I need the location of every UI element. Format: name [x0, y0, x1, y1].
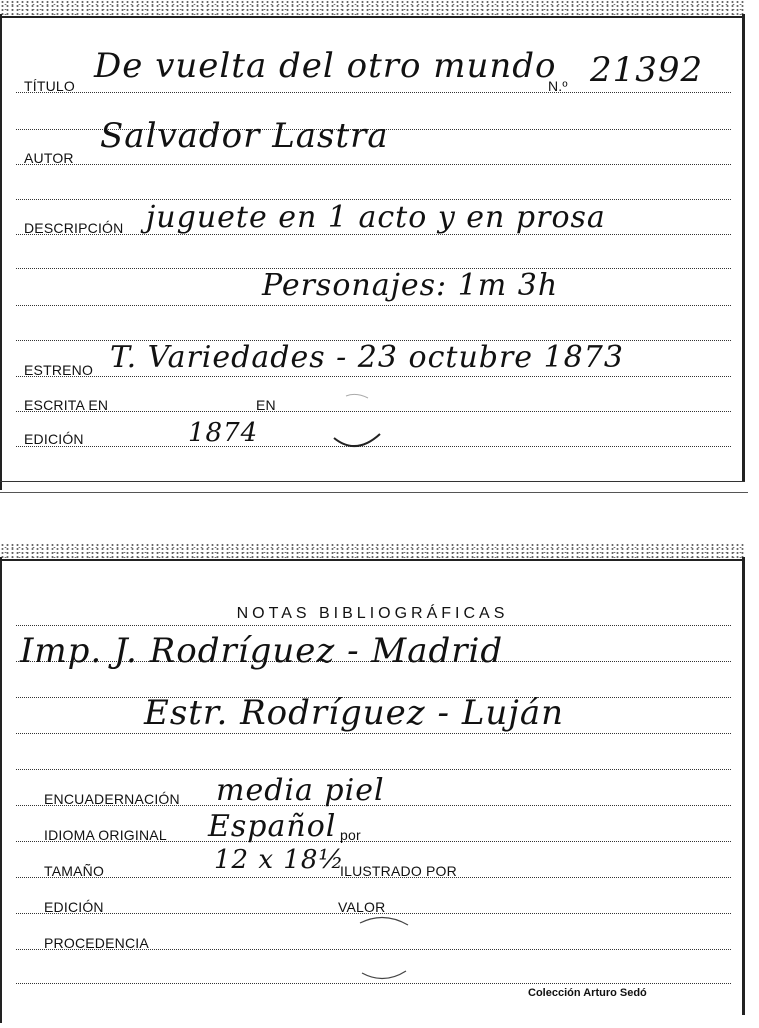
- ruled-line: [16, 376, 731, 377]
- estreno-value: T. Variedades - 23 octubre 1873: [110, 340, 624, 375]
- en-label: EN: [256, 397, 276, 413]
- escrita-en-label: ESCRITA EN: [24, 397, 109, 413]
- autor-label: AUTOR: [24, 150, 74, 166]
- card-border-top: [0, 559, 745, 561]
- tamano-value: 12 x 18½: [214, 845, 345, 875]
- descripcion-label: DESCRIPCIÓN: [24, 220, 124, 236]
- autor-value: Salvador Lastra: [100, 116, 389, 156]
- edicion-label: EDICIÓN: [44, 899, 104, 915]
- ruled-line: [16, 625, 731, 626]
- numero-label: N.º: [548, 78, 568, 94]
- card-top-edge: [0, 0, 745, 16]
- notas-heading: NOTAS BIBLIOGRÁFICAS: [236, 605, 509, 622]
- card-border-right: [742, 14, 745, 482]
- numero-value: 21392: [590, 50, 704, 90]
- ruled-line: [16, 92, 731, 93]
- collection-credit: Colección Arturo Sedó: [528, 987, 647, 999]
- ruled-line: [16, 983, 731, 984]
- tamano-label: TAMAÑO: [44, 863, 105, 879]
- ilustrado-por-label: ILUSTRADO POR: [340, 863, 457, 879]
- catalog-card-back: [0, 543, 745, 1023]
- edicion-label: EDICIÓN: [24, 431, 84, 447]
- encuadernacion-label: ENCUADERNACIÓN: [44, 791, 180, 807]
- idioma-original-label: IDIOMA ORIGINAL: [44, 827, 167, 843]
- ruled-line: [16, 769, 731, 770]
- catalog-card-front: [0, 0, 745, 490]
- encuadernacion-value: media piel: [216, 773, 385, 808]
- titulo-label: TÍTULO: [24, 78, 75, 94]
- note-line-1: Imp. J. Rodríguez - Madrid: [20, 631, 504, 671]
- note-line-2: Estr. Rodríguez - Luján: [144, 693, 565, 733]
- valor-label: VALOR: [338, 899, 386, 915]
- ruled-line: [16, 164, 731, 165]
- estreno-label: ESTRENO: [24, 362, 94, 378]
- card-border-left: [0, 557, 2, 1023]
- ruled-line: [16, 305, 731, 306]
- titulo-value: De vuelta del otro mundo: [94, 46, 557, 86]
- card-border-top: [0, 16, 745, 18]
- procedencia-label: PROCEDENCIA: [44, 935, 149, 951]
- personajes-value: Personajes: 1m 3h: [262, 268, 559, 303]
- idioma-original-value: Español: [208, 809, 337, 844]
- punch-mark: [354, 913, 414, 983]
- card-border-right: [742, 557, 745, 1015]
- ruled-line: [16, 733, 731, 734]
- por-label: por: [340, 827, 361, 843]
- descripcion-value: juguete en 1 acto y en prosa: [146, 200, 606, 235]
- card-border-left: [0, 14, 2, 490]
- card-border-bottom: [0, 481, 745, 482]
- card-top-edge: [0, 543, 745, 559]
- edicion-value: 1874: [188, 418, 259, 448]
- card-separator: [0, 492, 748, 493]
- punch-mark: [326, 392, 386, 454]
